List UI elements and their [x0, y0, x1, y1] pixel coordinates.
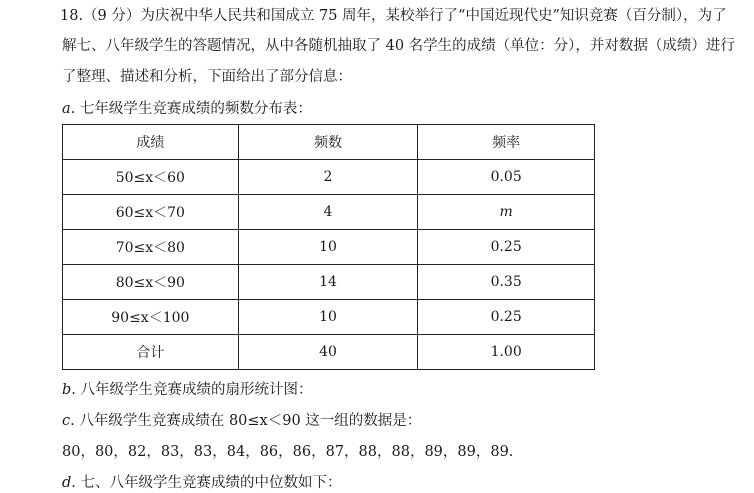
question-line-2: 解七、八年级学生的答题情况，从中各随机抽取了 40 名学生的成绩（单位：分），并对数据（成绩）进行 — [62, 38, 735, 54]
cell-frequency: m — [418, 195, 595, 230]
cell-count: 4 — [238, 195, 418, 230]
part-a-letter: a — [62, 101, 71, 117]
cell-score: 80≤x＜90 — [63, 265, 239, 300]
part-c-letter: c — [62, 413, 71, 429]
total-label: 合计 — [63, 335, 239, 370]
part-b-heading — [62, 380, 313, 400]
cell-count: 2 — [238, 160, 418, 195]
cell-score: 50≤x＜60 — [63, 160, 239, 195]
table-row — [63, 160, 595, 195]
part-a-text: . 七年级学生竞赛成绩的频数分布表： — [70, 101, 312, 117]
cell-score: 60≤x＜70 — [63, 195, 239, 230]
cell-frequency: 0.25 — [418, 300, 595, 335]
part-b-letter: b — [62, 382, 72, 398]
part-b-text: . 八年级学生竞赛成绩的扇形统计图： — [71, 382, 313, 398]
part-c-data: 80，80，82，83，83，84，86，86，87，88，88，89，89，89. — [62, 444, 514, 460]
cell-frequency: 0.35 — [418, 265, 595, 300]
part-d-text: . 七、八年级学生竞赛成绩的中位数如下： — [71, 475, 342, 491]
total-frequency: 1.00 — [418, 335, 595, 370]
table-row — [63, 265, 595, 300]
header-score: 成绩 — [63, 125, 239, 160]
cell-count: 10 — [238, 230, 418, 265]
part-c-heading — [62, 411, 421, 431]
part-d-heading — [62, 473, 342, 493]
table-header-row — [63, 125, 595, 160]
part-d-letter: d — [62, 475, 72, 491]
part-a-heading — [62, 99, 312, 119]
cell-count: 14 — [238, 265, 418, 300]
total-count: 40 — [238, 335, 418, 370]
cell-score: 90≤x＜100 — [63, 300, 239, 335]
part-c-text: . 八年级学生竞赛成绩在 80≤x＜90 这一组的数据是： — [70, 413, 422, 429]
cell-count: 10 — [238, 300, 418, 335]
cell-frequency: 0.05 — [418, 160, 595, 195]
table-row — [63, 195, 595, 230]
table-row — [63, 300, 595, 335]
question-line-3: 了整理、描述和分析，下面给出了部分信息： — [62, 69, 352, 85]
frequency-table — [62, 124, 595, 370]
table-total-row — [63, 335, 595, 370]
cell-score: 70≤x＜80 — [63, 230, 239, 265]
header-frequency: 频率 — [418, 125, 595, 160]
question-line-1: 18.（9 分）为庆祝中华人民共和国成立 75 周年，某校举行了“中国近现代史”知识竞赛（百分制），为了 — [60, 8, 727, 24]
header-count: 频数 — [238, 125, 418, 160]
cell-frequency: 0.25 — [418, 230, 595, 265]
table-row — [63, 230, 595, 265]
